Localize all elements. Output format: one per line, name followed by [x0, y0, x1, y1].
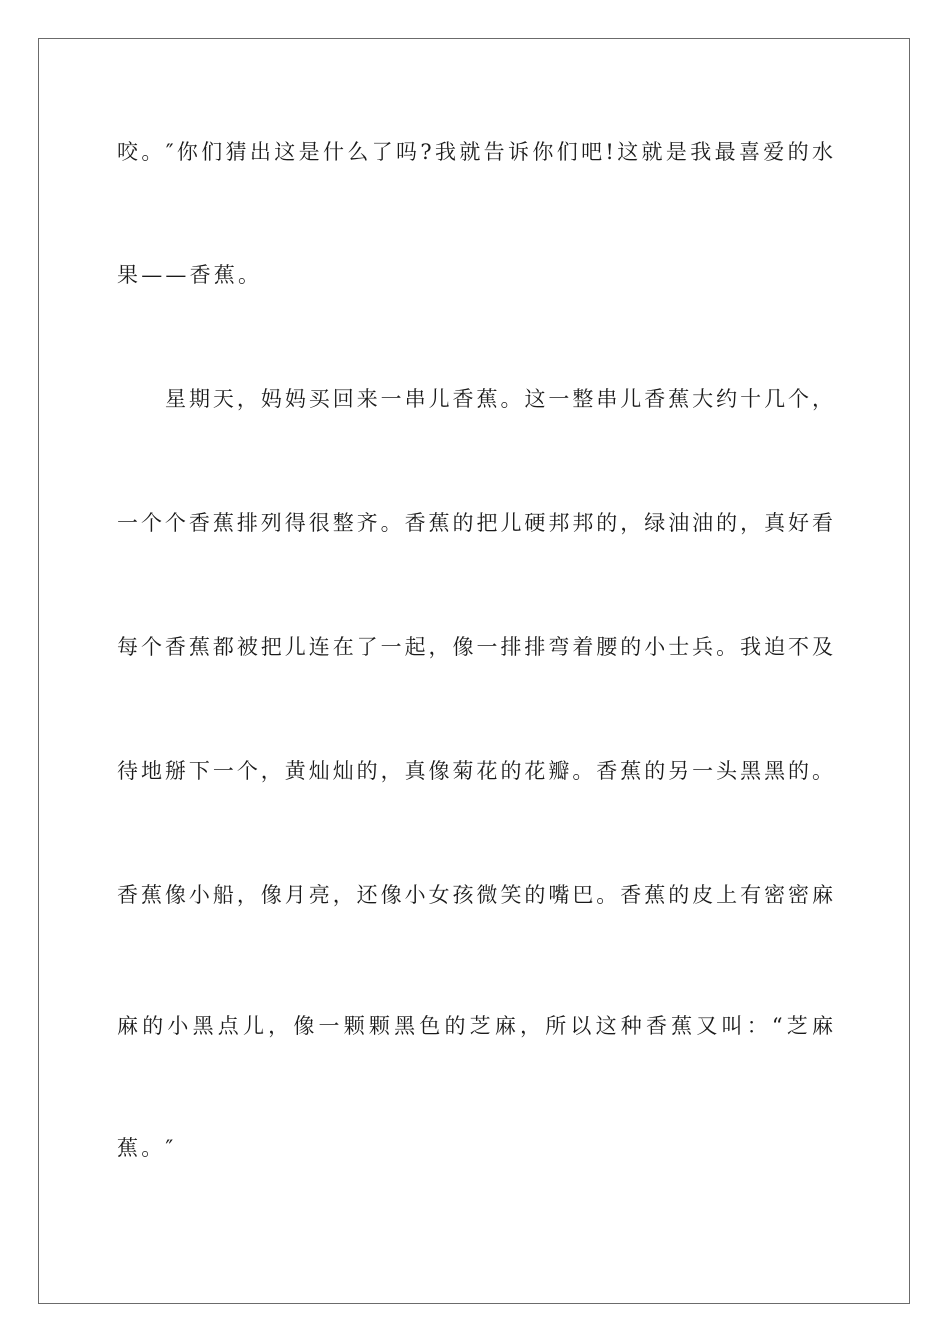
- text-line-8: 麻的小黑点儿，像一颗颗黑色的芝麻，所以这种香蕉又叫：“芝麻: [117, 1014, 833, 1038]
- text-line-6: 待地掰下一个，黄灿灿的，真像菊花的花瓣。香蕉的另一头黑黑的。: [117, 759, 833, 783]
- text-line-2: 果——香蕉。: [117, 263, 263, 287]
- text-line-9: 蕉。″: [117, 1136, 177, 1160]
- text-line-1: 咬。″你们猜出这是什么了吗?我就告诉你们吧!这就是我最喜爱的水: [117, 140, 833, 164]
- text-line-5: 每个香蕉都被把儿连在了一起，像一排排弯着腰的小士兵。我迫不及: [117, 635, 833, 659]
- text-line-7: 香蕉像小船，像月亮，还像小女孩微笑的嘴巴。香蕉的皮上有密密麻: [117, 883, 833, 907]
- text-line-4: 一个个香蕉排列得很整齐。香蕉的把儿硬邦邦的，绿油油的，真好看: [117, 511, 833, 535]
- text-line-3: 星期天，妈妈买回来一串儿香蕉。这一整串儿香蕉大约十几个，: [165, 387, 833, 411]
- page-border: [38, 38, 910, 1304]
